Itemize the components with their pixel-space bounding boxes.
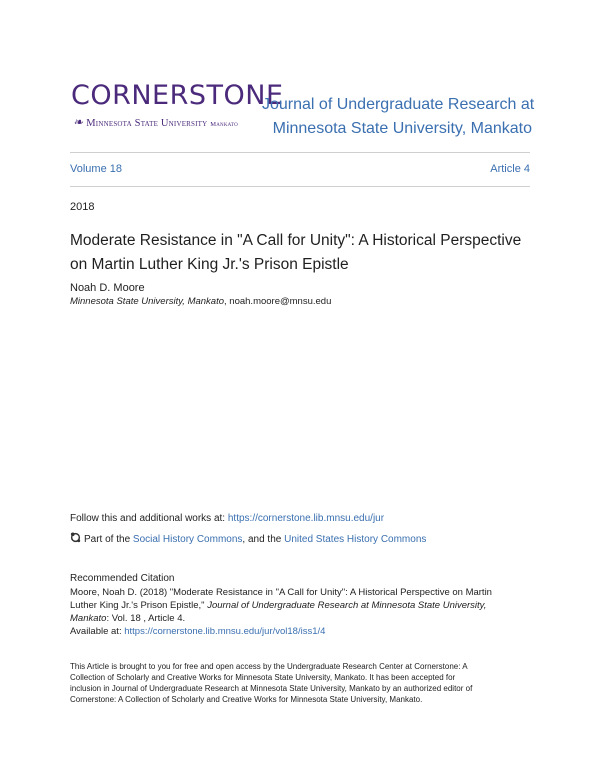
author-affiliation: Minnesota State University, Mankato [70,296,225,307]
access-notice-line2: Collection of Scholarly and Creative Works for Minnesota State University, Mankato. It has been accepted for [70,673,456,682]
author-name: Noah D. Moore [70,282,145,294]
access-notice-line1: This Article is brought to you for free and open access by the Undergraduate Research Center at Cornerstone: A [70,662,468,671]
divider-bottom [70,186,530,187]
article-title [70,229,540,277]
leaf-icon: ❧ [73,115,84,129]
publication-year: 2018 [70,201,95,213]
article-link[interactable]: Article 4 [490,163,530,175]
follow-line [70,512,384,526]
citation-available: Available at: https://cornerstone.lib.mnsu.edu/jur/vol18/iss1/4 [70,626,326,637]
journal-title [262,93,535,141]
university-logo-subline [73,116,238,130]
journal-title-line1[interactable]: Journal of Undergraduate Research at [262,96,535,113]
citation-line2: Luther King Jr.'s Prison Epistle," Journal of Undergraduate Research at Minnesota State University, [70,600,487,611]
part-of-line [70,532,426,547]
commons-network-icon [70,532,81,543]
access-notice-line3: inclusion in Journal of Undergraduate Research at Minnesota State University, Mankato by an authorized editor of [70,684,473,693]
part-of-and: , and the [242,534,285,545]
author-affiliation-line: Minnesota State University, Mankato, noah.moore@mnsu.edu [70,296,332,307]
follow-url-link[interactable]: https://cornerstone.lib.mnsu.edu/jur [227,513,385,524]
citation-heading: Recommended Citation [70,573,175,584]
author-email[interactable]: noah.moore@mnsu.edu [229,296,332,307]
citation-url-link[interactable]: https://cornerstone.lib.mnsu.edu/jur/vol18/iss1/4 [124,626,326,637]
part-of-prefix: Part of the [84,534,133,545]
follow-prefix: Follow this and additional works at: [70,513,228,524]
cornerstone-logo-wordmark[interactable]: CORNERSTONE [71,80,284,111]
access-notice [70,661,540,705]
us-history-commons-link[interactable]: United States History Commons [284,534,427,545]
logo-sub-university: Minnesota State University [86,118,208,129]
volume-link[interactable]: Volume 18 [70,163,122,175]
divider-top [70,152,530,153]
citation-body [70,586,540,638]
access-notice-line4: Cornerstone: A Collection of Scholarly and Creative Works for Minnesota State University, Mankato. [70,695,423,704]
logo-sub-campus: Mankato [210,121,238,128]
article-title-line2: on Martin Luther King Jr.'s Prison Epistle [70,256,349,273]
citation-line3: Mankato: Vol. 18 , Article 4. [70,613,186,624]
article-title-line1: Moderate Resistance in "A Call for Unity": A Historical Perspective [70,232,522,249]
social-history-commons-link[interactable]: Social History Commons [132,534,243,545]
journal-title-line2[interactable]: Minnesota State University, Mankato [272,120,532,137]
citation-line1: Moore, Noah D. (2018) "Moderate Resistance in "A Call for Unity": A Historical Perspective on Martin [70,587,492,598]
